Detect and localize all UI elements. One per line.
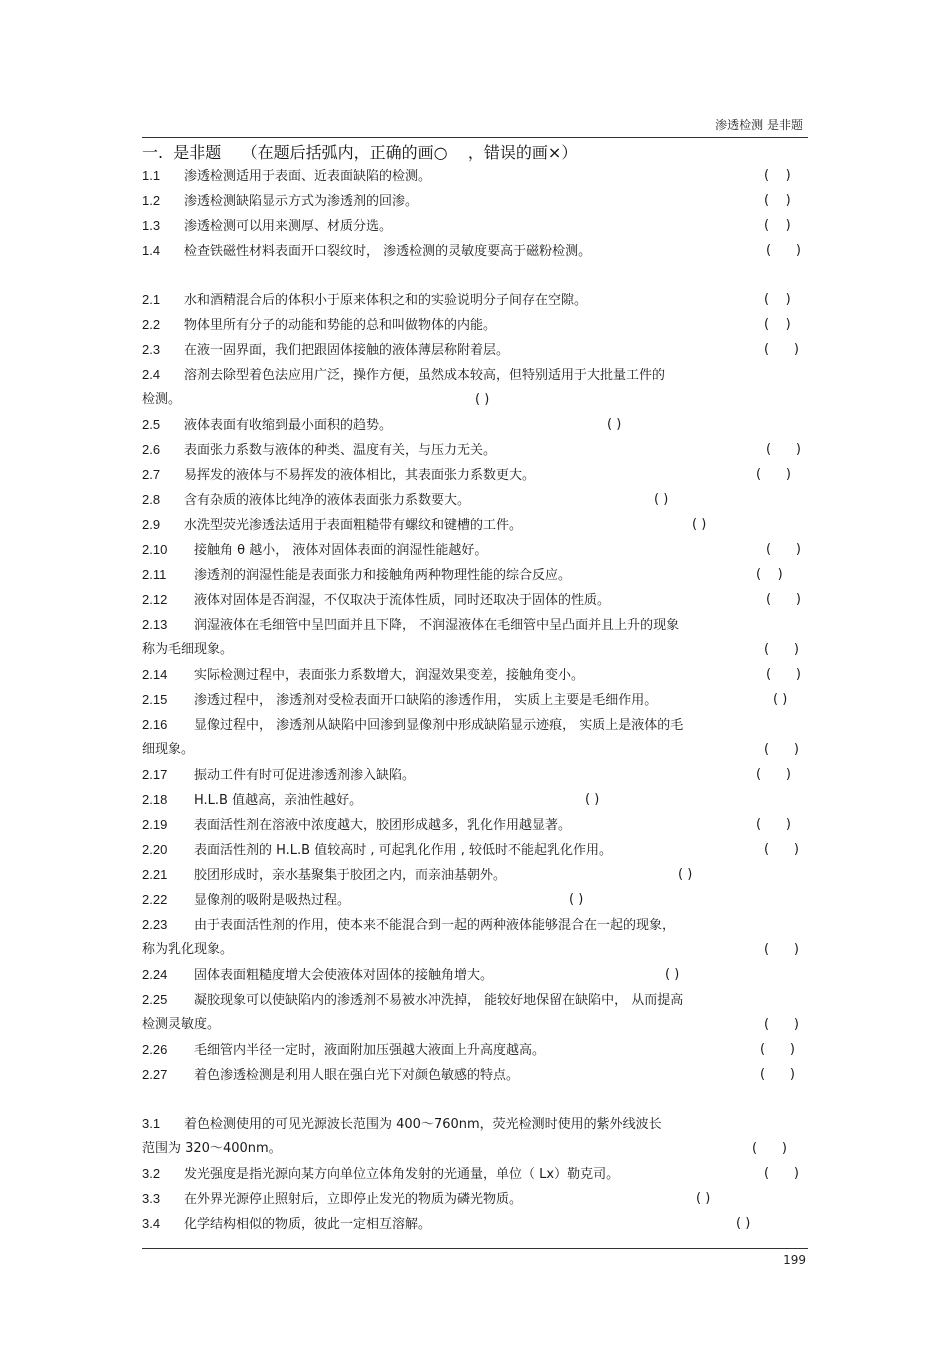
question-number: 2.1 — [142, 292, 161, 307]
question-item — [142, 213, 808, 238]
question-item — [142, 1136, 808, 1161]
answer-parentheses: ( ) — [766, 442, 801, 457]
question-number: 2.4 — [142, 367, 161, 382]
question-number: 2.27 — [142, 1067, 168, 1082]
question-item — [142, 587, 808, 612]
question-number: 2.23 — [142, 917, 168, 932]
question-item — [142, 737, 808, 762]
answer-parentheses: ( ) — [756, 567, 783, 582]
answer-parentheses: ( ) — [696, 1191, 711, 1206]
answer-parentheses: ( ) — [764, 292, 791, 307]
answer-parentheses: ( ) — [678, 867, 693, 882]
question-number: 2.19 — [142, 817, 168, 832]
header-rule — [142, 137, 808, 138]
question-text: 凝胶现象可以使缺陷内的渗透剂不易被水冲洗掉， 能较好地保留在缺陷中， 从而提高 — [194, 993, 684, 1008]
question-number: 2.3 — [142, 342, 161, 357]
question-item — [142, 612, 808, 637]
question-item — [142, 487, 808, 512]
question-item — [142, 637, 808, 662]
answer-parentheses: ( ) — [665, 967, 680, 982]
question-text: 着色检测使用的可见光源波长范围为 400～760nm，荧光检测时使用的紫外线波长 — [184, 1117, 662, 1132]
answer-parentheses: ( ) — [654, 492, 669, 507]
question-number: 2.10 — [142, 542, 168, 557]
question-item — [142, 962, 808, 987]
question-item — [142, 1161, 808, 1186]
question-item — [142, 787, 808, 812]
question-number: 2.12 — [142, 592, 168, 607]
question-number: 2.5 — [142, 417, 161, 432]
question-text: 水洗型荧光渗透法适用于表面粗糙带有螺纹和键槽的工件。 — [184, 518, 523, 533]
question-item — [142, 1211, 808, 1236]
answer-parentheses: ( ) — [764, 1017, 799, 1032]
answer-parentheses: ( ) — [756, 817, 791, 832]
question-text: 接触角 θ 越小， 液体对固体表面的润湿性能越好。 — [194, 543, 488, 558]
question-item — [142, 762, 808, 787]
question-number: 2.17 — [142, 767, 168, 782]
question-item — [142, 163, 808, 188]
question-number: 2.18 — [142, 792, 168, 807]
question-item — [142, 912, 808, 937]
question-item — [142, 937, 808, 962]
question-item — [142, 812, 808, 837]
question-item — [142, 1037, 808, 1062]
question-text: 细现象。 — [142, 742, 195, 757]
answer-parentheses: ( ) — [585, 792, 600, 807]
answer-parentheses: ( ) — [475, 392, 490, 407]
question-number: 1.2 — [142, 193, 161, 208]
question-number: 2.7 — [142, 467, 161, 482]
answer-parentheses: ( ) — [764, 218, 791, 233]
answer-parentheses: ( ) — [736, 1216, 751, 1231]
answer-parentheses: ( ) — [766, 667, 801, 682]
answer-parentheses: ( ) — [756, 467, 791, 482]
question-text: 水和酒精混合后的体积小于原来体积之和的实验说明分子间存在空隙。 — [184, 293, 588, 308]
question-number: 2.15 — [142, 692, 168, 707]
question-text: 着色渗透检测是利用人眼在强白光下对颜色敏感的特点。 — [194, 1068, 520, 1083]
question-number: 2.13 — [142, 617, 168, 632]
question-text: 渗透检测可以用来测厚、材质分选。 — [184, 219, 393, 234]
answer-parentheses: ( ) — [760, 1042, 795, 1057]
question-list — [142, 163, 808, 1236]
question-text: 易挥发的液体与不易挥发的液体相比，其表面张力系数更大。 — [184, 468, 536, 483]
footer-rule — [142, 1248, 808, 1249]
question-item — [142, 462, 808, 487]
question-number: 1.1 — [142, 168, 161, 183]
answer-parentheses: ( ) — [764, 1166, 799, 1181]
question-number: 2.26 — [142, 1042, 168, 1057]
question-text: 检测。 — [142, 392, 182, 407]
question-item — [142, 337, 808, 362]
question-text: 液体对固体是否润湿，不仅取决于流体性质，同时还取决于固体的性质。 — [194, 593, 611, 608]
question-number: 2.21 — [142, 867, 168, 882]
answer-parentheses: ( ) — [692, 517, 707, 532]
question-text: 表面活性剂的 H.L.B 值较高时 , 可起乳化作用 , 较低时不能起乳化作用。 — [194, 843, 613, 858]
question-text: 发光强度是指光源向某方向单位立体角发射的光通量，单位（ Lx）勒克司。 — [184, 1167, 620, 1182]
answer-parentheses: ( ) — [764, 642, 799, 657]
answer-parentheses: ( ) — [766, 542, 801, 557]
question-text: 在外界光源停止照射后，立即停止发光的物质为磷光物质。 — [184, 1192, 523, 1207]
question-text: 物体里所有分子的动能和势能的总和叫做物体的内能。 — [184, 318, 497, 333]
question-item — [142, 512, 808, 537]
question-number: 2.11 — [142, 567, 167, 582]
running-header: 渗透检测 是非题 — [715, 118, 803, 132]
question-number: 3.3 — [142, 1191, 161, 1206]
answer-parentheses: ( ) — [756, 767, 791, 782]
question-item — [142, 287, 808, 312]
question-item — [142, 387, 808, 412]
question-item — [142, 662, 808, 687]
question-item — [142, 362, 808, 387]
question-text: 含有杂质的液体比纯净的液体表面张力系数要大。 — [184, 493, 471, 508]
question-item — [142, 1111, 808, 1136]
question-item — [142, 837, 808, 862]
answer-parentheses: ( ) — [764, 317, 791, 332]
question-item — [142, 1062, 808, 1087]
question-number: 1.3 — [142, 218, 161, 233]
question-item — [142, 188, 808, 213]
question-text: 显像剂的吸附是吸热过程。 — [194, 893, 351, 908]
question-number: 2.20 — [142, 842, 168, 857]
question-number: 3.1 — [142, 1116, 161, 1131]
question-item — [142, 687, 808, 712]
answer-parentheses: ( ) — [752, 1141, 787, 1156]
page-number: 199 — [783, 1253, 806, 1267]
question-text: 渗透检测适用于表面、近表面缺陷的检测。 — [184, 169, 432, 184]
answer-parentheses: ( ) — [766, 592, 801, 607]
question-item — [142, 412, 808, 437]
question-number: 3.2 — [142, 1166, 161, 1181]
question-item — [142, 862, 808, 887]
question-number: 2.14 — [142, 667, 168, 682]
question-text: H.L.B 值越高，亲油性越好。 — [194, 793, 363, 808]
answer-parentheses: ( ) — [773, 692, 788, 707]
question-text: 称为乳化现象。 — [142, 942, 234, 957]
question-text: 振动工件有时可促进渗透剂渗入缺陷。 — [194, 768, 416, 783]
question-text: 润湿液体在毛细管中呈凹面并且下降， 不润湿液体在毛细管中呈凸面并且上升的现象 — [194, 618, 680, 633]
question-text: 在液一固界面，我们把跟固体接触的液体薄层称附着层。 — [184, 343, 510, 358]
question-item — [142, 537, 808, 562]
question-number: 3.4 — [142, 1216, 161, 1231]
question-item — [142, 562, 808, 587]
question-text: 胶团形成时，亲水基聚集于胶团之内，而亲油基朝外。 — [194, 868, 507, 883]
question-text: 由于表面活性剂的作用，使本来不能混合到一起的两种液体能够混合在一起的现象， — [194, 918, 676, 933]
question-text: 毛细管内半径一定时，液面附加压强越大液面上升高度越高。 — [194, 1043, 546, 1058]
question-number: 2.24 — [142, 967, 168, 982]
question-item — [142, 1012, 808, 1037]
answer-parentheses: ( ) — [764, 842, 799, 857]
answer-parentheses: ( ) — [766, 243, 801, 258]
question-text: 表面张力系数与液体的种类、温度有关，与压力无关。 — [184, 443, 497, 458]
question-text: 显像过程中， 渗透剂从缺陷中回渗到显像剂中形成缺陷显示迹痕， 实质上是液体的毛 — [194, 718, 684, 733]
answer-parentheses: ( ) — [760, 1067, 795, 1082]
question-text: 检查铁磁性材料表面开口裂纹时， 渗透检测的灵敏度要高于磁粉检测。 — [184, 244, 592, 259]
question-text: 检测灵敏度。 — [142, 1017, 221, 1032]
question-number: 2.8 — [142, 492, 161, 507]
question-text: 固体表面粗糙度增大会使液体对固体的接触角增大。 — [194, 968, 494, 983]
answer-parentheses: ( ) — [764, 342, 799, 357]
answer-parentheses: ( ) — [764, 193, 791, 208]
question-item — [142, 238, 808, 263]
answer-parentheses: ( ) — [764, 742, 799, 757]
question-text: 渗透检测缺陷显示方式为渗透剂的回渗。 — [184, 194, 419, 209]
question-text: 实际检测过程中，表面张力系数增大，润湿效果变差，接触角变小。 — [194, 668, 585, 683]
question-text: 渗透剂的润湿性能是表面张力和接触角两种物理性能的综合反应。 — [194, 568, 572, 583]
question-text: 液体表面有收缩到最小面积的趋势。 — [184, 418, 393, 433]
question-item — [142, 437, 808, 462]
question-number: 2.9 — [142, 517, 161, 532]
question-text: 表面活性剂在溶液中浓度越大，胶团形成越多，乳化作用越显著。 — [194, 818, 572, 833]
question-number: 2.22 — [142, 892, 168, 907]
question-number: 2.2 — [142, 317, 161, 332]
answer-parentheses: ( ) — [764, 168, 791, 183]
question-number: 2.25 — [142, 992, 168, 1007]
question-item — [142, 712, 808, 737]
answer-parentheses: ( ) — [569, 892, 584, 907]
answer-parentheses: ( ) — [607, 417, 622, 432]
question-text: 溶剂去除型着色法应用广泛，操作方便，虽然成本较高，但特别适用于大批量工件的 — [184, 368, 666, 383]
question-item — [142, 987, 808, 1012]
question-text: 化学结构相似的物质，彼此一定相互溶解。 — [184, 1217, 432, 1232]
question-number: 2.6 — [142, 442, 161, 457]
question-text: 称为毛细现象。 — [142, 642, 234, 657]
question-text: 渗透过程中， 渗透剂对受检表面开口缺陷的渗透作用， 实质上主要是毛细作用。 — [194, 693, 658, 708]
question-item — [142, 1186, 808, 1211]
answer-parentheses: ( ) — [764, 942, 799, 957]
question-number: 2.16 — [142, 717, 168, 732]
question-item — [142, 312, 808, 337]
question-number: 1.4 — [142, 243, 161, 258]
section-title: 一. 是非题 （在题后括弧内，正确的画○ ，错误的画×） — [142, 143, 578, 162]
question-item — [142, 887, 808, 912]
question-text: 范围为 320～400nm。 — [142, 1141, 282, 1156]
